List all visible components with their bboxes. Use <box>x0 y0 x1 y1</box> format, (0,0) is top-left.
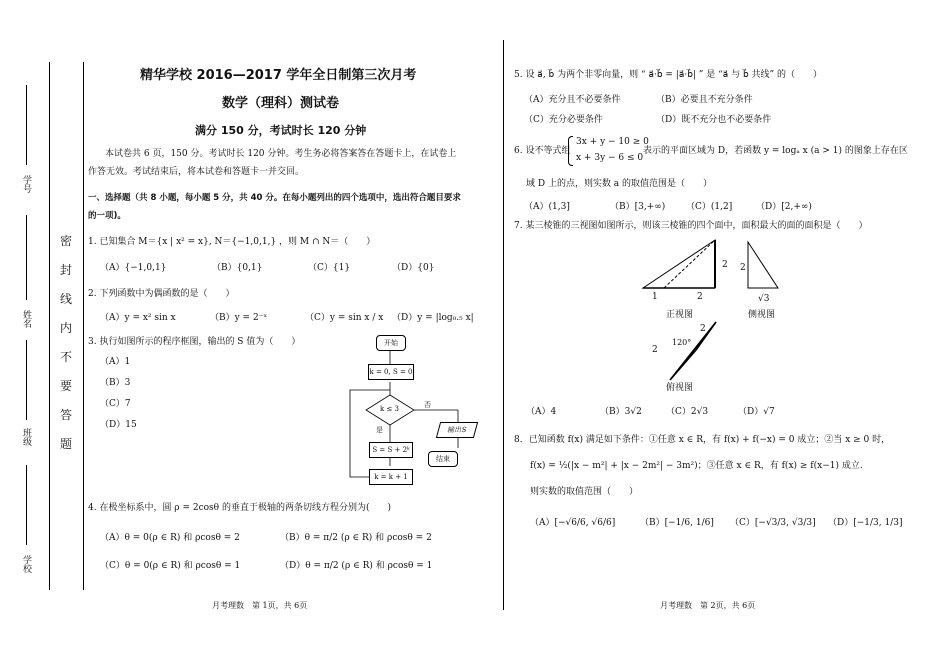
q6-stem-a: 6. 设不等式组 <box>514 146 571 156</box>
seal-line-text <box>60 220 74 464</box>
q3-option-c[interactable]: （C）7 <box>100 399 131 409</box>
flowchart-connectors <box>340 330 500 490</box>
three-view-diagram <box>640 232 800 382</box>
q1-stem: 1. 已知集合 M＝{x | x² = x}, N＝{−1,0,1,} ，则 M ∩ N＝（ ） <box>88 237 376 247</box>
q8-option-b[interactable]: （B）[−1/6, 1/6] <box>640 518 714 528</box>
q5-stem: 5. 设 a⃗, b⃗ 为两个非零向量，则 “ a⃗·b⃗ = |a⃗·b⃗| ” 是 “a⃗ 与 b⃗ 共线” 的（ ） <box>514 70 823 80</box>
q1-option-c[interactable]: （C）{1} <box>308 263 351 273</box>
binding-line-inner <box>83 62 84 590</box>
q8-stem-line-3: 则实数的取值范围（ ） <box>530 487 639 497</box>
q8-stem-line-2: f(x) = ½(|x − m²| + |x − 2m²| − 3m²)；③任意 x ∈ R，有 f(x) ≥ f(x−1) 成立. <box>530 461 863 471</box>
front-view-shape <box>643 240 715 288</box>
q7-option-b[interactable]: （B）3√2 <box>600 407 642 417</box>
flow-update: S = S + 2ᵏ <box>369 442 413 458</box>
intro-line-1: 本试卷共 6 页，150 分。考试时长 120 分钟。考生务必将答案答在答题卡上，在试卷上 <box>105 149 457 159</box>
q8-option-a[interactable]: （A）[−√6/6, √6/6] <box>530 518 616 528</box>
side-view-height: 2 <box>740 263 746 273</box>
footer-right: 月考理数 第 2页，共 6页 <box>660 601 756 610</box>
q7-stem: 7. 某三棱锥的三视图如图所示，则该三棱锥的四个面中，面积最大的面的面积是（ ） <box>514 221 868 231</box>
q2-option-a[interactable]: （A）y = x² sin x <box>100 313 176 323</box>
side-view-label: 侧视图 <box>748 310 776 320</box>
field-line-school[interactable] <box>26 465 27 545</box>
q4-option-a[interactable]: （A）θ = 0(ρ ∈ R) 和 ρcosθ = 2 <box>100 533 240 543</box>
side-view-shape <box>748 242 778 288</box>
intro-line-2: 作答无效。考试结束后，将本试卷和答题卡一并交回。 <box>88 167 305 177</box>
q2-option-c[interactable]: （C）y = sin x / x <box>305 313 384 323</box>
field-line-student-id[interactable] <box>26 85 27 165</box>
flow-output: 输出S <box>436 422 478 438</box>
front-view-base-1: 1 <box>652 292 658 302</box>
flow-no-label: 否 <box>424 401 431 409</box>
seal-char: 密 <box>60 234 73 248</box>
q3-option-b[interactable]: （B）3 <box>100 378 131 388</box>
seal-char: 内 <box>60 321 73 335</box>
flow-end: 结束 <box>428 451 458 467</box>
q3-option-d[interactable]: （D）15 <box>100 420 137 430</box>
q8-option-d[interactable]: （D）[−1/3, 1/3] <box>828 518 903 528</box>
q7-option-d[interactable]: （D）√7 <box>738 407 775 417</box>
footer-left: 月考理数 第 1页，共 6页 <box>212 601 308 610</box>
score-line: 满分 150 分，考试时长 120 分钟 <box>195 124 367 137</box>
q6-inequality-1: 3x + y − 10 ≥ 0 <box>576 137 649 147</box>
q6-inequality-2: x + 3y − 6 ≤ 0 <box>576 153 644 163</box>
section-1-line-1: 一、选择题（共 8 小题，每小题 5 分，共 40 分。在每小题列出的四个选项中，选出符合题目要求 <box>88 193 461 203</box>
field-label-student-id: 学号 <box>21 175 31 193</box>
q5-option-d[interactable]: （D）既不充分也不必要条件 <box>656 115 772 125</box>
field-line-class[interactable] <box>26 340 27 420</box>
field-label-school: 学校 <box>21 555 31 573</box>
side-view-base: √3 <box>758 294 770 304</box>
q4-option-d[interactable]: （D）θ = π/2 (ρ ∈ R) 和 ρcosθ = 1 <box>280 561 433 571</box>
q8-stem-line-1: 8．已知函数 f(x) 满足如下条件：①任意 x ∈ R，有 f(x) + f(−x) = 0 成立；②当 x ≥ 0 时， <box>514 435 891 445</box>
q5-option-b[interactable]: （B）必要且不充分条件 <box>656 95 753 105</box>
exam-subtitle: 数学（理科）测试卷 <box>222 96 340 111</box>
flow-init: k = 0, S = 0 <box>368 364 414 380</box>
q7-option-a[interactable]: （A）4 <box>526 407 557 417</box>
q2-stem: 2. 下列函数中为偶函数的是（ ） <box>88 289 235 299</box>
binding-line-outer <box>49 62 50 590</box>
q1-option-d[interactable]: （D）{0} <box>392 263 435 273</box>
flow-increment: k = k + 1 <box>369 469 413 485</box>
q6-option-c[interactable]: （C）(1,2] <box>686 202 733 212</box>
field-label-class: 班级 <box>21 428 31 446</box>
seal-char: 要 <box>60 379 73 393</box>
top-view-side-a: 2 <box>700 324 706 334</box>
seal-char: 不 <box>60 350 73 364</box>
q6-option-d[interactable]: （D）[2,+∞) <box>756 202 812 212</box>
q6-stem-c: 域 D 上的点，则实数 a 的取值范围是（ ） <box>526 179 713 189</box>
top-view-angle: 120° <box>672 338 692 347</box>
flow-start: 开始 <box>376 335 406 351</box>
front-view-base-2: 2 <box>697 292 703 302</box>
seal-char: 封 <box>60 263 73 277</box>
seal-char: 答 <box>60 408 73 422</box>
section-1-line-2: 的一项)。 <box>88 211 126 221</box>
q6-stem-b: 表示的平面区域为 D，若函数 y = logₐ x (a > 1) 的图象上存在区 <box>643 146 908 156</box>
q4-option-c[interactable]: （C）θ = 0(ρ ∈ R) 和 ρcosθ = 1 <box>100 561 241 571</box>
q3-option-a[interactable]: （A）1 <box>100 357 131 367</box>
field-line-name[interactable] <box>26 215 27 300</box>
q2-option-d[interactable]: （D）y = |log₀.₅ x| <box>392 313 474 323</box>
flow-condition: k ≤ 3 <box>380 405 400 413</box>
q1-option-b[interactable]: （B）{0,1} <box>212 263 263 273</box>
top-view-side-b: 2 <box>652 345 658 355</box>
q8-option-c[interactable]: （C）[−√3/3, √3/3] <box>730 518 816 528</box>
top-view-shape <box>670 322 716 380</box>
top-view-label: 俯视图 <box>666 383 694 393</box>
q1-option-a[interactable]: （A）{−1,0,1} <box>100 263 167 273</box>
q6-option-b[interactable]: （B）[3,+∞) <box>610 202 666 212</box>
seal-char: 题 <box>60 437 73 451</box>
flow-yes-label: 是 <box>376 426 383 434</box>
q5-option-c[interactable]: （C）充分必要条件 <box>524 115 603 125</box>
q2-option-b[interactable]: （B）y = 2⁻ˣ <box>210 313 268 323</box>
exam-title: 精华学校 2016—2017 学年全日制第三次月考 <box>140 68 417 83</box>
seal-char: 线 <box>60 292 73 306</box>
q3-stem: 3. 执行如图所示的程序框图，输出的 S 值为（ ） <box>88 337 301 347</box>
q4-stem: 4. 在极坐标系中，圆 ρ = 2cosθ 的垂直于极轴的两条切线方程分别为( ) <box>88 503 391 513</box>
front-view-height: 2 <box>722 260 728 270</box>
q6-system-brace <box>568 136 573 166</box>
front-view-label: 正视图 <box>666 310 694 320</box>
q4-option-b[interactable]: （B）θ = π/2 (ρ ∈ R) 和 ρcosθ = 2 <box>280 533 432 543</box>
q7-option-c[interactable]: （C）2√3 <box>666 407 709 417</box>
page-divider <box>503 40 504 610</box>
q6-option-a[interactable]: （A）(1,3] <box>524 202 570 212</box>
q5-option-a[interactable]: （A）充分且不必要条件 <box>524 95 621 105</box>
field-label-name: 姓名 <box>21 310 31 328</box>
